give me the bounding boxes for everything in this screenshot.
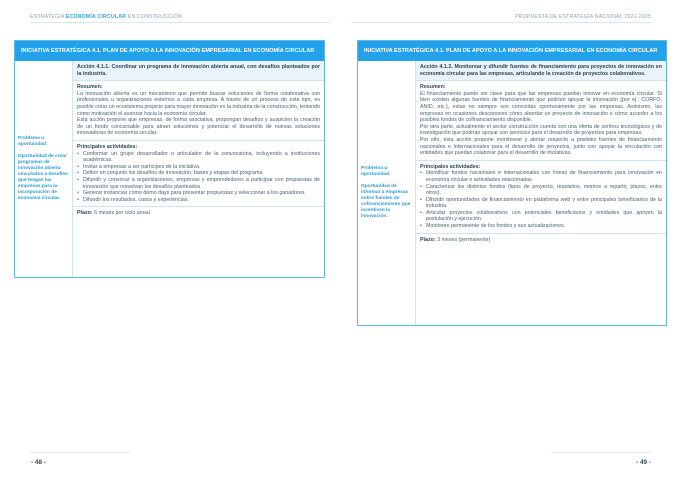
left-page bbox=[0, 0, 340, 482]
activities-label: Principales actividades: bbox=[77, 143, 138, 150]
header-rule bbox=[351, 22, 651, 23]
resumen-label: Resumen: bbox=[77, 84, 103, 91]
resumen-paragraph: La innovación abierta es un mecanismo que permite buscar soluciones de forma colaborativa con profesionales u organizaciones externos a cada empresa. A través de un proceso de este tipo, es posible crear un ecosistema propicio para mayor innovación en la industria de la construcción, teniendo como motivación el avanzar hacia la economía circular. bbox=[77, 90, 320, 117]
problem-label: Problema u oportunidad: bbox=[361, 166, 391, 177]
resumen-paragraph: Por otra parte, actualmente el sector construcción cuenta con una oferta de centros tecnológicos y de investigación que podrían apoyar con servicios para el desarrollo de proyectos para empresas. bbox=[420, 123, 662, 137]
list-item: • Articular proyectos colaborativos con potenciales beneficiarios y entidades que apoyen la postulación y ejecución. bbox=[420, 210, 662, 223]
activities-list bbox=[420, 170, 662, 229]
footer-rule bbox=[551, 452, 651, 453]
resumen-section bbox=[73, 81, 324, 141]
resumen-paragraph: Por ello, esta acción propone monitorear y alertar respecto a posibles fuentes de financiamiento nacionales e internacionales para el desarrollo de proyectos, junto con apoyar la vinculación con entidades que puedan colaborar para el desarrollo de iniciativas. bbox=[420, 136, 662, 157]
resumen-section bbox=[416, 81, 666, 161]
list-item: • Conformar un grupo desarrollador o articulador de la convocatoria, incluyendo a instituciones académicas. bbox=[77, 151, 320, 164]
list-item: • Caracterizar los distintos fondos (tipos de proyecto, requisitos, montos a repartir, plazos, entre otros). bbox=[420, 184, 662, 197]
list-item: • Monitoreo permanente de los fondos y sus actualizaciones. bbox=[420, 223, 662, 230]
page-number: - 49 - bbox=[636, 459, 651, 466]
problem-column bbox=[15, 61, 73, 277]
plazo-section bbox=[416, 234, 666, 247]
initiative-card bbox=[357, 40, 667, 326]
detail-column bbox=[416, 61, 666, 325]
problem-column bbox=[358, 61, 416, 325]
detail-column bbox=[73, 61, 324, 277]
running-head-bold: ECONOMÍA CIRCULAR bbox=[65, 14, 127, 20]
card-header: INICIATIVA ESTRATÉGICA 4.1. PLAN DE APOYO A LA INNOVACIÓN EMPRESARIAL EN ECONOMÍA CIRCULAR bbox=[15, 41, 324, 61]
resumen-paragraph: Esta acción propone que empresas, de forma asociativa, propongan desafíos y auspicien la creación de un fondo concursable para atraer soluciones y potenciar el desarrollo de nuevas soluciones innovadoras de economía circular. bbox=[77, 117, 320, 137]
list-item: • Difundir los resultados, casos y experiencias. bbox=[77, 197, 320, 204]
plazo-label: Plazo: bbox=[420, 236, 436, 243]
list-item: • Definir en conjunto los desafíos de innovación, bases y etapas del programa. bbox=[77, 170, 320, 177]
activities-section bbox=[73, 141, 324, 207]
problem-label: Problema u oportunidad: bbox=[18, 136, 48, 147]
activities-list bbox=[77, 151, 320, 204]
footer-rule bbox=[30, 452, 130, 453]
right-page bbox=[341, 0, 681, 482]
running-head bbox=[30, 14, 182, 20]
plazo-value: 3 meses (permanente) bbox=[437, 236, 491, 243]
action-title: Acción 4.1.2. Monitorear y difundir fuentes de financiamiento para proyectos de innovación en economía circular para las empresas, articulando la creación de proyectos colaborativos. bbox=[416, 61, 666, 81]
activities-label: Principales actividades: bbox=[420, 163, 481, 170]
problem-text: Oportunidad de crear programas de innovación abierta vinculados a desafíos que tengan las empresas para la incorporación de economía circular. bbox=[18, 154, 68, 201]
list-item: • Generar instancias como demo days para presentar propuestas y seleccionar a los ganadores. bbox=[77, 190, 320, 197]
list-item: • Invitar a empresas a ser partícipes de la iniciativa. bbox=[77, 164, 320, 171]
running-head-pre: ESTRATEGIA bbox=[30, 14, 65, 20]
plazo-label: Plazo: bbox=[77, 210, 93, 217]
list-item: • Identificar fondos nacionales e internacionales con líneas de financiamiento para innovación en economía circular o actividades relacionadas. bbox=[420, 170, 662, 183]
running-head-post: EN CONSTRUCCIÓN bbox=[127, 14, 182, 20]
list-item: • Difundir y convocar a organizaciones, empresas y emprendedores a participar con propuestas de innovación que resuelvan los desafíos planteados. bbox=[77, 177, 320, 190]
page-number: - 48 - bbox=[31, 459, 46, 466]
initiative-card bbox=[14, 40, 325, 278]
plazo-value: 6 meses por ciclo anual bbox=[94, 210, 150, 217]
running-head: PROPUESTA DE ESTRATEGIA NACIONAL 2021-2025 bbox=[514, 14, 651, 20]
plazo-section bbox=[73, 207, 324, 220]
activities-section bbox=[416, 161, 666, 234]
action-title: Acción 4.1.1. Coordinar un programa de innovación abierta anual, con desafíos planteados por la industria. bbox=[73, 61, 324, 81]
resumen-label: Resumen: bbox=[420, 84, 446, 91]
card-body bbox=[358, 61, 666, 325]
list-item: • Difundir oportunidades de financiamiento en plataforma web y entre principales beneficiarios de la industria. bbox=[420, 197, 662, 210]
header-rule bbox=[30, 22, 330, 23]
card-body bbox=[15, 61, 324, 277]
card-header: INICIATIVA ESTRATÉGICA 4.1. PLAN DE APOYO A LA INNOVACIÓN EMPRESARIAL EN ECONOMÍA CIRCULAR bbox=[358, 41, 666, 61]
resumen-paragraph: El financiamiento puede ser clave para que las empresas puedan innovar en economía circular. Si bien existen algunas fuentes de financiamiento que podrían apoyar la innovación (por ej.: CORFO, ANID, etc.), estas no siempre son conocidas oportunamente por las empresas. Asimismo, las empresas en ocasiones desconocen cómo abordar un proyecto de innovación o cómo acceder a los posibles fondos de cofinanciamiento disponible. bbox=[420, 90, 662, 124]
problem-text: Oportunidad de informar a empresas sobre fuentes de cofinanciamiento que incentiven la innovación. bbox=[361, 184, 411, 219]
